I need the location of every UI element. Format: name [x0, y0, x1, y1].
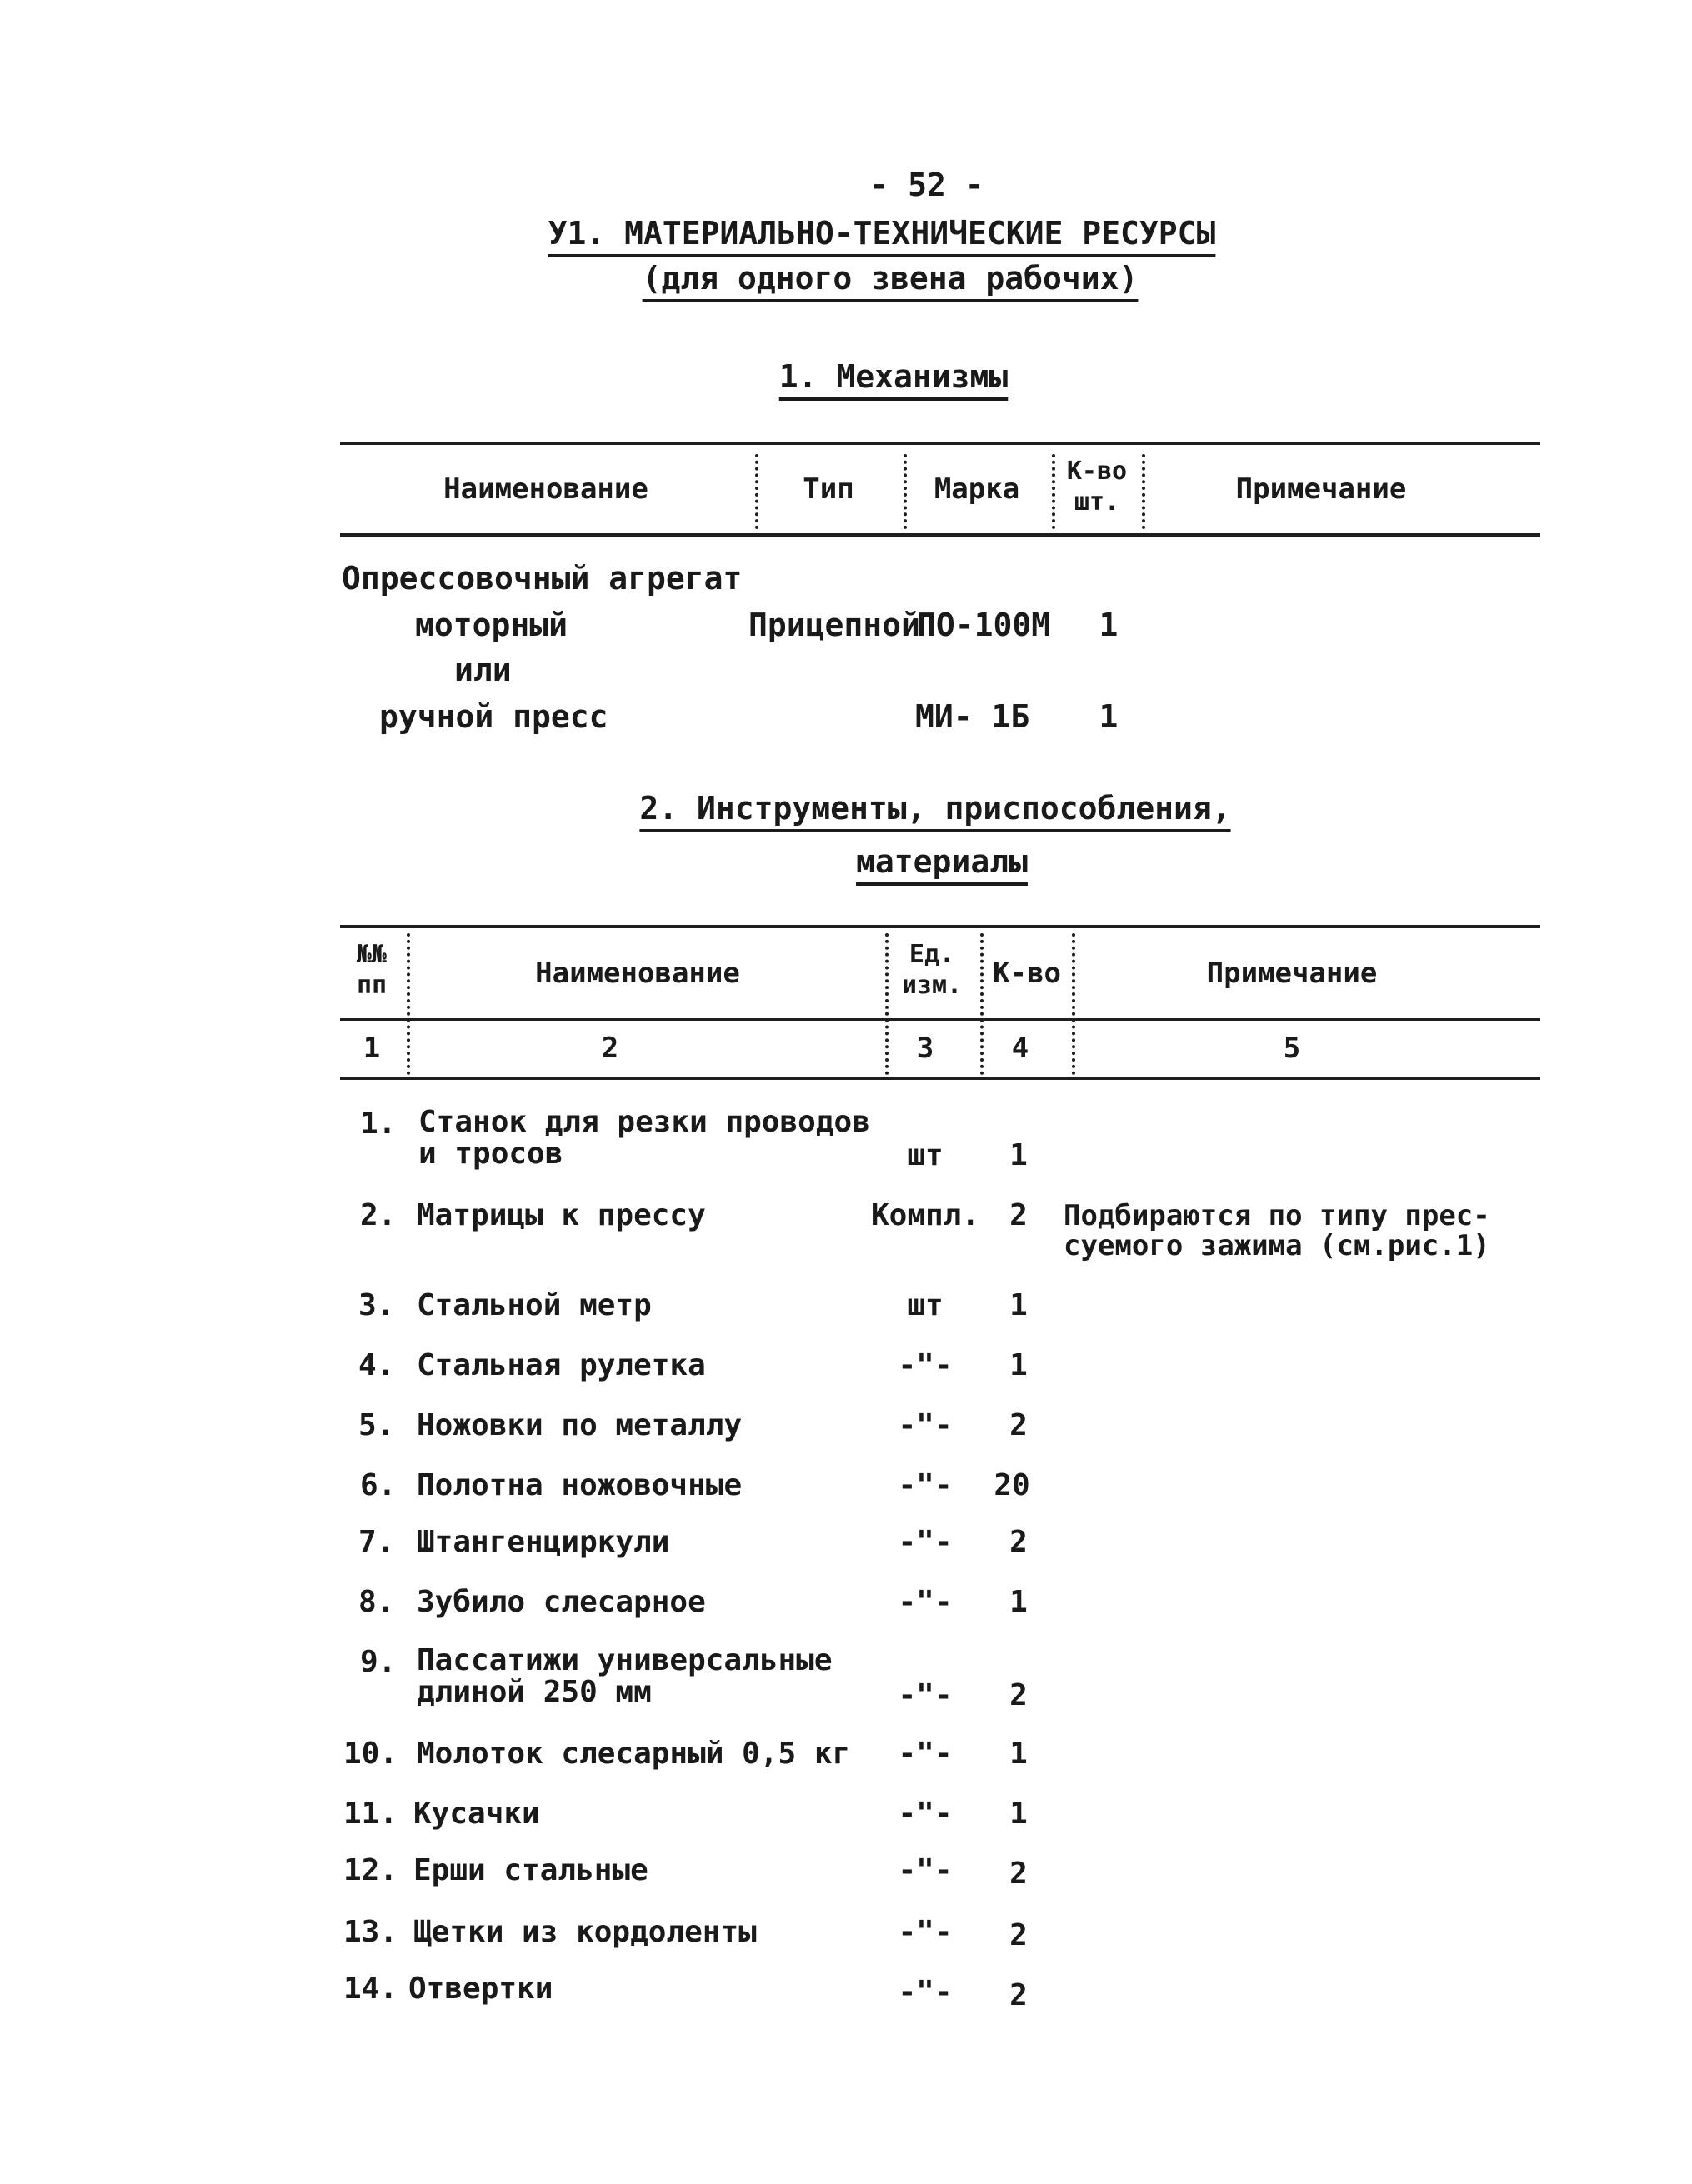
row-unit: -"-	[898, 1468, 953, 1502]
header-note: Примечание	[1206, 957, 1378, 990]
table2-bottom-rule	[340, 1077, 1540, 1080]
row-number: 8.	[358, 1585, 395, 1619]
column-separator	[1142, 454, 1145, 529]
column-number: 2	[601, 1032, 619, 1065]
row-qty: 20	[994, 1468, 1030, 1502]
mechanism-name: моторный	[415, 607, 568, 643]
column-number: 3	[916, 1032, 934, 1065]
mechanism-qty: 1	[1099, 698, 1119, 735]
row-unit: шт	[907, 1138, 944, 1172]
mechanism-name: ручной пресс	[379, 698, 608, 735]
row-qty: 2	[1009, 1678, 1028, 1712]
row-name: Кусачки	[413, 1797, 540, 1831]
row-name-line2: длиной 250 мм	[417, 1675, 652, 1709]
row-unit: -"-	[898, 1408, 953, 1442]
row-unit: Компл.	[870, 1198, 980, 1232]
mechanism-type: Прицепной	[748, 607, 920, 643]
header-qty-line1: К-во	[1066, 457, 1128, 486]
page-subtitle: (для одного звена рабочих)	[642, 260, 1139, 297]
row-qty: 2	[1009, 1978, 1028, 2012]
row-number: 6.	[360, 1468, 397, 1502]
row-number: 2.	[360, 1198, 397, 1232]
table2-header-rule	[340, 1018, 1540, 1021]
row-unit: -"-	[898, 1678, 953, 1712]
row-number: 7.	[358, 1525, 395, 1559]
row-qty: 1	[1009, 1585, 1028, 1619]
table2-top-rule	[340, 925, 1540, 928]
row-name-line2: и тросов	[418, 1137, 563, 1171]
header-note: Примечание	[1235, 472, 1407, 506]
row-name: Стальной метр	[417, 1288, 652, 1322]
row-name: Штангенциркули	[417, 1525, 670, 1559]
column-separator	[1052, 454, 1055, 529]
column-separator	[755, 454, 758, 529]
row-qty: 1	[1009, 1348, 1028, 1382]
section2-heading-line2: материалы	[856, 843, 1028, 880]
row-unit: -"-	[898, 1797, 953, 1831]
row-name: Матрицы к прессу	[417, 1198, 706, 1232]
column-number: 1	[363, 1032, 381, 1065]
header-name: Наименование	[535, 957, 740, 990]
row-unit: -"-	[898, 1525, 953, 1559]
page-title: У1. МАТЕРИАЛЬНО-ТЕХНИЧЕСКИЕ РЕСУРСЫ	[548, 215, 1216, 252]
row-qty: 1	[1009, 1737, 1028, 1771]
row-qty: 2	[1009, 1408, 1028, 1442]
header-no-line1: №№	[356, 940, 388, 969]
mechanism-qty: 1	[1099, 607, 1119, 643]
row-name-line1: Станок для резки проводов	[418, 1105, 870, 1139]
row-name: Отвертки	[408, 1972, 553, 2006]
row-name: Молоток слесарный 0,5 кг	[417, 1737, 851, 1771]
row-name: Стальная рулетка	[417, 1348, 706, 1382]
row-note-line1: Подбираются по типу прес-	[1064, 1199, 1490, 1232]
row-number: 14.	[343, 1972, 398, 2006]
row-number: 10.	[343, 1737, 398, 1771]
mechanism-brand: ПО-100М	[917, 607, 1051, 643]
row-name: Полотна ножовочные	[417, 1468, 743, 1502]
row-unit: -"-	[898, 1737, 953, 1771]
row-unit: -"-	[898, 1853, 953, 1887]
row-number: 11.	[343, 1797, 398, 1831]
column-separator	[407, 933, 410, 1075]
row-name: Щетки из кордоленты	[413, 1915, 757, 1949]
column-separator	[885, 933, 889, 1075]
page-number: - 52 -	[869, 167, 984, 203]
column-separator	[980, 933, 984, 1075]
header-unit-line2: изм.	[901, 971, 963, 1000]
row-number: 13.	[343, 1915, 398, 1949]
row-unit: -"-	[898, 1975, 953, 2009]
row-name: Ерши стальные	[413, 1853, 648, 1887]
row-qty: 1	[1009, 1288, 1028, 1322]
row-number: 1.	[360, 1107, 397, 1141]
row-qty: 1	[1009, 1138, 1028, 1172]
mechanism-brand: МИ- 1Б	[915, 698, 1030, 735]
section1-heading: 1. Механизмы	[778, 358, 1009, 395]
row-number: 9.	[360, 1645, 397, 1679]
row-note-line2: суемого зажима (см.рис.1)	[1064, 1229, 1490, 1262]
row-number: 12.	[343, 1853, 398, 1887]
header-type: Тип	[803, 472, 854, 506]
row-number: 4.	[358, 1348, 395, 1382]
mechanism-title: Опрессовочный агрегат	[342, 560, 743, 597]
row-qty: 2	[1009, 1198, 1028, 1232]
row-unit: -"-	[898, 1348, 953, 1382]
row-name-line1: Пассатижи универсальные	[417, 1643, 833, 1677]
header-brand: Марка	[934, 472, 1020, 506]
row-qty: 2	[1009, 1918, 1028, 1952]
header-name: Наименование	[443, 472, 648, 506]
row-qty: 2	[1009, 1525, 1028, 1559]
row-name: Ножовки по металлу	[417, 1408, 743, 1442]
table1-top-rule	[340, 442, 1540, 445]
row-name: Зубило слесарное	[417, 1585, 706, 1619]
column-number: 4	[1011, 1032, 1029, 1065]
table1-header-rule	[340, 533, 1540, 537]
section2-heading-line1: 2. Инструменты, приспособления,	[639, 790, 1231, 827]
mechanism-name: или	[454, 652, 512, 688]
row-unit: -"-	[898, 1915, 953, 1949]
row-qty: 2	[1009, 1857, 1028, 1891]
row-qty: 1	[1009, 1797, 1028, 1831]
header-qty-line2: шт.	[1074, 487, 1120, 517]
row-number: 3.	[358, 1288, 395, 1322]
row-unit: -"-	[898, 1585, 953, 1619]
row-number: 5.	[358, 1408, 395, 1442]
header-no-line2: пп	[356, 971, 388, 1000]
column-separator	[904, 454, 907, 529]
header-unit-line1: Ед.	[909, 940, 955, 969]
row-unit: шт	[907, 1288, 944, 1322]
column-number: 5	[1283, 1032, 1301, 1065]
header-qty: К-во	[993, 957, 1061, 990]
column-separator	[1072, 933, 1075, 1075]
